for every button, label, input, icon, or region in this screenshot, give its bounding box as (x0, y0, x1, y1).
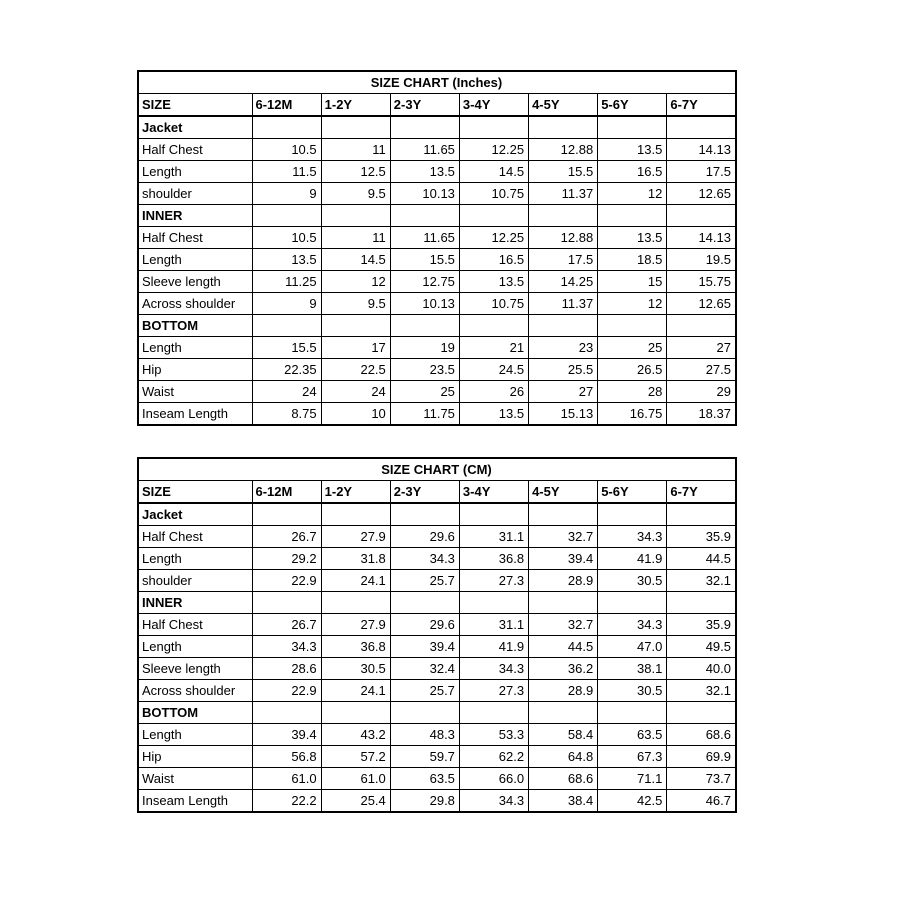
value-cell: 27.5 (667, 359, 736, 381)
row-label: shoulder (138, 570, 252, 592)
size-table-inches (137, 70, 737, 426)
value-cell: 12.65 (667, 293, 736, 315)
row-label: Jacket (138, 503, 252, 526)
value-cell: 9 (252, 183, 321, 205)
value-cell: 19.5 (667, 249, 736, 271)
value-cell: 12.5 (321, 161, 390, 183)
data-row (138, 548, 736, 570)
column-header: 6-12M (252, 94, 321, 117)
value-cell: 35.9 (667, 614, 736, 636)
table-title: SIZE CHART (Inches) (138, 71, 736, 94)
value-cell: 13.5 (459, 403, 528, 426)
value-cell (598, 116, 667, 139)
row-label: Hip (138, 359, 252, 381)
value-cell: 21 (459, 337, 528, 359)
value-cell: 9.5 (321, 293, 390, 315)
value-cell (598, 592, 667, 614)
column-header: 6-7Y (667, 94, 736, 117)
row-label: Waist (138, 381, 252, 403)
value-cell: 47.0 (598, 636, 667, 658)
value-cell: 39.4 (252, 724, 321, 746)
value-cell (390, 315, 459, 337)
value-cell (390, 205, 459, 227)
value-cell (252, 315, 321, 337)
value-cell: 28.9 (529, 680, 598, 702)
data-row (138, 359, 736, 381)
value-cell: 25 (598, 337, 667, 359)
row-label: Across shoulder (138, 293, 252, 315)
row-label: BOTTOM (138, 702, 252, 724)
value-cell: 11.25 (252, 271, 321, 293)
row-label: BOTTOM (138, 315, 252, 337)
table-title: SIZE CHART (CM) (138, 458, 736, 481)
column-header: 4-5Y (529, 94, 598, 117)
value-cell (529, 116, 598, 139)
value-cell: 24.1 (321, 570, 390, 592)
value-cell: 11.75 (390, 403, 459, 426)
value-cell: 14.25 (529, 271, 598, 293)
data-row (138, 381, 736, 403)
value-cell (529, 205, 598, 227)
data-row (138, 271, 736, 293)
value-cell (321, 315, 390, 337)
column-header: 2-3Y (390, 94, 459, 117)
value-cell: 11.65 (390, 139, 459, 161)
value-cell (252, 205, 321, 227)
value-cell: 17 (321, 337, 390, 359)
value-cell: 9 (252, 293, 321, 315)
column-header: 4-5Y (529, 481, 598, 504)
value-cell: 68.6 (529, 768, 598, 790)
value-cell (529, 315, 598, 337)
column-header: SIZE (138, 481, 252, 504)
value-cell: 10.5 (252, 139, 321, 161)
column-header: 3-4Y (459, 481, 528, 504)
value-cell: 23 (529, 337, 598, 359)
value-cell: 15.13 (529, 403, 598, 426)
row-label: Sleeve length (138, 658, 252, 680)
row-label: Length (138, 337, 252, 359)
size-chart-sheet (137, 70, 737, 813)
value-cell: 38.1 (598, 658, 667, 680)
row-label: INNER (138, 205, 252, 227)
value-cell: 13.5 (459, 271, 528, 293)
value-cell: 31.8 (321, 548, 390, 570)
value-cell (321, 205, 390, 227)
data-row (138, 337, 736, 359)
value-cell (667, 315, 736, 337)
value-cell: 57.2 (321, 746, 390, 768)
value-cell (459, 315, 528, 337)
row-label: Inseam Length (138, 790, 252, 813)
value-cell: 27.9 (321, 526, 390, 548)
value-cell: 13.5 (252, 249, 321, 271)
value-cell: 30.5 (321, 658, 390, 680)
value-cell: 10.13 (390, 183, 459, 205)
row-label: Half Chest (138, 227, 252, 249)
value-cell: 18.5 (598, 249, 667, 271)
value-cell: 22.9 (252, 570, 321, 592)
value-cell: 29.2 (252, 548, 321, 570)
value-cell: 25.5 (529, 359, 598, 381)
value-cell: 25.7 (390, 570, 459, 592)
value-cell (390, 592, 459, 614)
value-cell: 39.4 (390, 636, 459, 658)
value-cell: 29.6 (390, 614, 459, 636)
value-cell: 24 (252, 381, 321, 403)
value-cell: 34.3 (459, 658, 528, 680)
data-row (138, 658, 736, 680)
value-cell: 15.5 (252, 337, 321, 359)
value-cell: 61.0 (252, 768, 321, 790)
value-cell: 63.5 (598, 724, 667, 746)
value-cell: 36.8 (459, 548, 528, 570)
section-row (138, 315, 736, 337)
value-cell: 34.3 (459, 790, 528, 813)
value-cell: 12 (598, 293, 667, 315)
row-label: Sleeve length (138, 271, 252, 293)
column-header: 6-12M (252, 481, 321, 504)
value-cell: 10.75 (459, 293, 528, 315)
value-cell: 27.3 (459, 680, 528, 702)
value-cell (667, 592, 736, 614)
section-row (138, 116, 736, 139)
value-cell (598, 315, 667, 337)
value-cell: 24.5 (459, 359, 528, 381)
value-cell: 15 (598, 271, 667, 293)
value-cell: 34.3 (252, 636, 321, 658)
value-cell (321, 592, 390, 614)
value-cell: 27.3 (459, 570, 528, 592)
value-cell: 32.7 (529, 614, 598, 636)
value-cell: 25.7 (390, 680, 459, 702)
data-row (138, 570, 736, 592)
data-row (138, 790, 736, 813)
value-cell: 29.8 (390, 790, 459, 813)
value-cell: 61.0 (321, 768, 390, 790)
section-row (138, 205, 736, 227)
value-cell: 53.3 (459, 724, 528, 746)
value-cell: 29 (667, 381, 736, 403)
row-label: Across shoulder (138, 680, 252, 702)
value-cell (390, 702, 459, 724)
row-label: INNER (138, 592, 252, 614)
data-row (138, 139, 736, 161)
row-label: Length (138, 249, 252, 271)
value-cell: 22.35 (252, 359, 321, 381)
data-row (138, 680, 736, 702)
value-cell (459, 592, 528, 614)
value-cell: 25 (390, 381, 459, 403)
row-label: Length (138, 548, 252, 570)
value-cell: 41.9 (598, 548, 667, 570)
data-row (138, 161, 736, 183)
value-cell (390, 116, 459, 139)
column-header: 3-4Y (459, 94, 528, 117)
value-cell: 28 (598, 381, 667, 403)
value-cell: 28.9 (529, 570, 598, 592)
value-cell: 11.5 (252, 161, 321, 183)
row-label: Length (138, 724, 252, 746)
value-cell: 67.3 (598, 746, 667, 768)
value-cell: 14.13 (667, 139, 736, 161)
value-cell: 13.5 (598, 139, 667, 161)
value-cell: 38.4 (529, 790, 598, 813)
value-cell: 34.3 (598, 526, 667, 548)
value-cell: 16.75 (598, 403, 667, 426)
value-cell: 34.3 (598, 614, 667, 636)
value-cell (459, 116, 528, 139)
data-row (138, 403, 736, 426)
value-cell: 11.37 (529, 293, 598, 315)
section-row (138, 503, 736, 526)
value-cell: 12.65 (667, 183, 736, 205)
value-cell: 13.5 (390, 161, 459, 183)
column-header: 5-6Y (598, 94, 667, 117)
row-label: Length (138, 161, 252, 183)
row-label: Inseam Length (138, 403, 252, 426)
value-cell: 26.5 (598, 359, 667, 381)
value-cell: 56.8 (252, 746, 321, 768)
value-cell (459, 702, 528, 724)
table-title-row (138, 71, 736, 94)
value-cell: 24.1 (321, 680, 390, 702)
value-cell: 12 (321, 271, 390, 293)
value-cell: 11.37 (529, 183, 598, 205)
value-cell: 16.5 (598, 161, 667, 183)
value-cell (529, 503, 598, 526)
value-cell: 28.6 (252, 658, 321, 680)
data-row (138, 293, 736, 315)
value-cell: 58.4 (529, 724, 598, 746)
value-cell: 32.4 (390, 658, 459, 680)
value-cell: 49.5 (667, 636, 736, 658)
row-label: shoulder (138, 183, 252, 205)
value-cell: 22.9 (252, 680, 321, 702)
value-cell: 32.7 (529, 526, 598, 548)
value-cell: 25.4 (321, 790, 390, 813)
value-cell (459, 503, 528, 526)
data-row (138, 746, 736, 768)
value-cell (390, 503, 459, 526)
value-cell: 31.1 (459, 614, 528, 636)
value-cell: 43.2 (321, 724, 390, 746)
value-cell: 26.7 (252, 526, 321, 548)
value-cell: 10.75 (459, 183, 528, 205)
column-header: 1-2Y (321, 94, 390, 117)
data-row (138, 183, 736, 205)
value-cell: 44.5 (667, 548, 736, 570)
value-cell: 24 (321, 381, 390, 403)
data-row (138, 636, 736, 658)
value-cell: 42.5 (598, 790, 667, 813)
value-cell (252, 702, 321, 724)
value-cell: 12.25 (459, 139, 528, 161)
value-cell: 71.1 (598, 768, 667, 790)
value-cell: 15.5 (390, 249, 459, 271)
value-cell: 26.7 (252, 614, 321, 636)
column-header: 2-3Y (390, 481, 459, 504)
value-cell (459, 205, 528, 227)
value-cell (252, 503, 321, 526)
value-cell: 66.0 (459, 768, 528, 790)
value-cell: 32.1 (667, 570, 736, 592)
value-cell: 14.5 (459, 161, 528, 183)
value-cell: 27 (529, 381, 598, 403)
value-cell: 22.2 (252, 790, 321, 813)
value-cell: 64.8 (529, 746, 598, 768)
value-cell: 68.6 (667, 724, 736, 746)
data-row (138, 768, 736, 790)
value-cell: 32.1 (667, 680, 736, 702)
value-cell: 8.75 (252, 403, 321, 426)
value-cell: 59.7 (390, 746, 459, 768)
value-cell: 30.5 (598, 570, 667, 592)
value-cell: 15.5 (529, 161, 598, 183)
column-header-row (138, 94, 736, 117)
value-cell (598, 205, 667, 227)
value-cell: 15.75 (667, 271, 736, 293)
column-header: 5-6Y (598, 481, 667, 504)
row-label: Waist (138, 768, 252, 790)
value-cell: 14.5 (321, 249, 390, 271)
value-cell: 11 (321, 139, 390, 161)
data-row (138, 526, 736, 548)
value-cell: 22.5 (321, 359, 390, 381)
value-cell (667, 503, 736, 526)
value-cell: 12.75 (390, 271, 459, 293)
row-label: Length (138, 636, 252, 658)
table-title-row (138, 458, 736, 481)
value-cell (321, 116, 390, 139)
value-cell (252, 116, 321, 139)
size-table-cm (137, 457, 737, 813)
value-cell: 10.13 (390, 293, 459, 315)
value-cell (598, 503, 667, 526)
value-cell: 19 (390, 337, 459, 359)
value-cell: 26 (459, 381, 528, 403)
value-cell: 11.65 (390, 227, 459, 249)
value-cell: 46.7 (667, 790, 736, 813)
value-cell: 12.25 (459, 227, 528, 249)
value-cell: 12 (598, 183, 667, 205)
value-cell: 10 (321, 403, 390, 426)
row-label: Half Chest (138, 139, 252, 161)
value-cell: 11 (321, 227, 390, 249)
value-cell: 39.4 (529, 548, 598, 570)
data-row (138, 227, 736, 249)
value-cell: 27.9 (321, 614, 390, 636)
value-cell: 12.88 (529, 139, 598, 161)
value-cell: 40.0 (667, 658, 736, 680)
column-header: SIZE (138, 94, 252, 117)
value-cell: 27 (667, 337, 736, 359)
section-row (138, 702, 736, 724)
value-cell: 63.5 (390, 768, 459, 790)
value-cell: 30.5 (598, 680, 667, 702)
value-cell: 44.5 (529, 636, 598, 658)
row-label: Hip (138, 746, 252, 768)
value-cell: 16.5 (459, 249, 528, 271)
value-cell: 36.2 (529, 658, 598, 680)
value-cell (252, 592, 321, 614)
data-row (138, 724, 736, 746)
data-row (138, 614, 736, 636)
value-cell: 13.5 (598, 227, 667, 249)
value-cell: 41.9 (459, 636, 528, 658)
value-cell: 10.5 (252, 227, 321, 249)
value-cell (667, 116, 736, 139)
value-cell: 9.5 (321, 183, 390, 205)
value-cell: 48.3 (390, 724, 459, 746)
data-row (138, 249, 736, 271)
value-cell: 17.5 (667, 161, 736, 183)
value-cell: 31.1 (459, 526, 528, 548)
row-label: Jacket (138, 116, 252, 139)
value-cell: 17.5 (529, 249, 598, 271)
value-cell (667, 702, 736, 724)
value-cell: 34.3 (390, 548, 459, 570)
value-cell: 18.37 (667, 403, 736, 426)
value-cell: 29.6 (390, 526, 459, 548)
row-label: Half Chest (138, 526, 252, 548)
value-cell: 14.13 (667, 227, 736, 249)
value-cell: 35.9 (667, 526, 736, 548)
value-cell (529, 592, 598, 614)
value-cell: 62.2 (459, 746, 528, 768)
row-label: Half Chest (138, 614, 252, 636)
column-header: 1-2Y (321, 481, 390, 504)
column-header: 6-7Y (667, 481, 736, 504)
column-header-row (138, 481, 736, 504)
value-cell (321, 702, 390, 724)
value-cell: 69.9 (667, 746, 736, 768)
value-cell (667, 205, 736, 227)
value-cell: 12.88 (529, 227, 598, 249)
value-cell (321, 503, 390, 526)
value-cell (598, 702, 667, 724)
value-cell: 73.7 (667, 768, 736, 790)
value-cell: 23.5 (390, 359, 459, 381)
value-cell: 36.8 (321, 636, 390, 658)
value-cell (529, 702, 598, 724)
section-row (138, 592, 736, 614)
